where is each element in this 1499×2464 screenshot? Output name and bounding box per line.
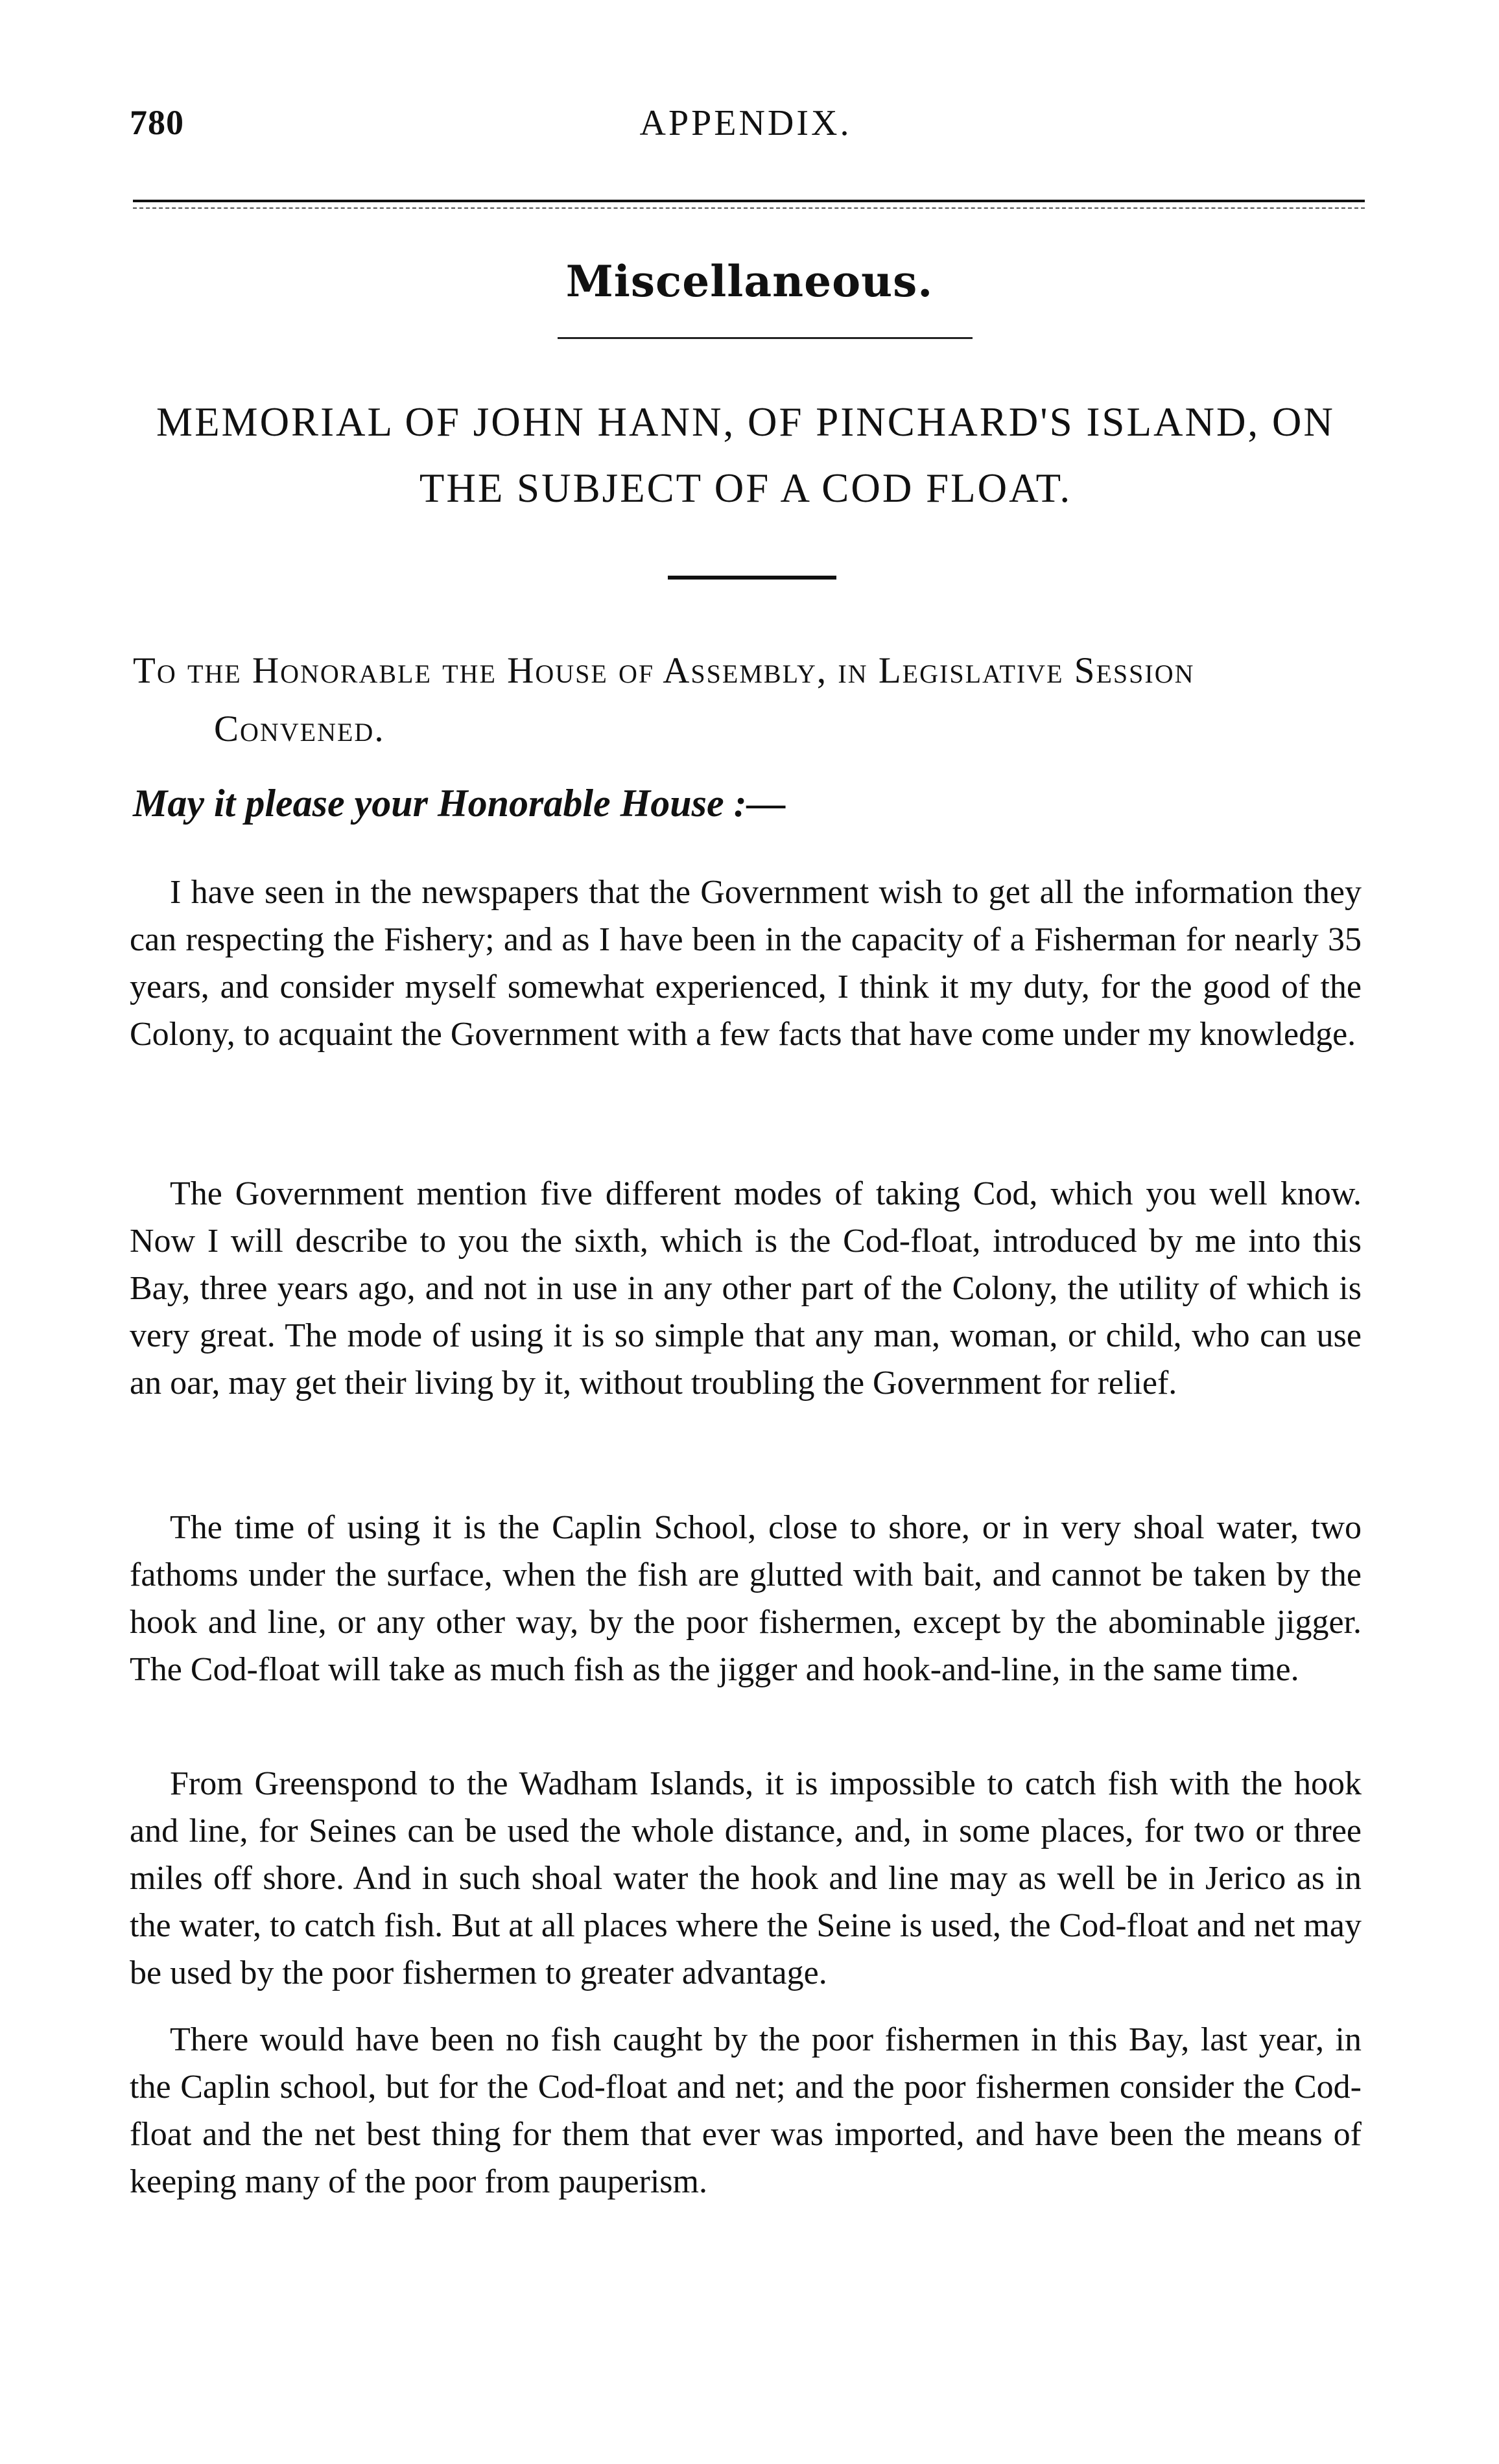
header-rule — [133, 200, 1365, 202]
memorial-title: MEMORIAL OF JOHN HANN, OF PINCHARD'S ISLAND, ON THE SUBJECT OF A COD FLOAT. — [156, 399, 1335, 511]
running-head — [130, 102, 1362, 154]
header-rule-thin — [133, 207, 1365, 209]
address-line-2: Convened. — [214, 709, 385, 749]
salutation: May it please your Honorable House :— — [133, 782, 786, 825]
section-title: Miscellaneous. — [565, 256, 934, 307]
paragraph: There would have been no fish caught by the poor fishermen in this Bay, last year, in the Caplin school, but for the Cod-float and net; and the poor fishermen consider the Cod-float and the net best thing for them that ever was imported, and have been the means of keeping many of the poor from pauperism. — [130, 2021, 1362, 2200]
running-title: APPENDIX. — [639, 103, 852, 143]
paragraph: The Government mention five different modes of taking Cod, which you well know. Now I will describe to you the sixth, which is the Cod-float, introduced by me into this Bay, three years ago, and not in use in any other part of the Colony, the utility of which is very great. The mode of using it is so simple that any man, woman, or child, who can use an oar, may get their living by it, without troubling the Government for relief. — [130, 1175, 1362, 1402]
paragraph: From Greenspond to the Wadham Islands, it is impossible to catch fish with the hook and line, for Seines can be used the whole distance, and, in some places, for two or three miles off shore. And in such shoal water the hook and line may as well be in Jerico as in the water, to catch fish. But at all places where the Seine is used, the Cod-float and net may be used by the poor fishermen to greater advantage. — [130, 1765, 1362, 1991]
address-line-1: To the Honorable the House of Assembly, in Legislative Session — [133, 650, 1195, 691]
page-number: 780 — [130, 103, 184, 142]
paragraph: I have seen in the newspapers that the Government wish to get all the information they can respecting the Fishery; and as I have been in the capacity of a Fisherman for nearly 35 years, and consider myself somewhat experienced, I think it my duty, for the good of the Colony, to acquaint the Government with a few facts that have come under my knowledge. — [130, 874, 1362, 1053]
section-divider — [558, 337, 973, 339]
paragraph: The time of using it is the Caplin School, close to shore, or in very shoal water, two fathoms under the surface, when the fish are glutted with bait, and cannot be taken by the hook and line, or any other way, by the poor fishermen, except by the abominable jigger. The Cod-float will take as much fish as the jigger and hook-and-line, in the same time. — [130, 1509, 1362, 1688]
title-divider — [668, 576, 836, 580]
address — [133, 642, 1358, 758]
